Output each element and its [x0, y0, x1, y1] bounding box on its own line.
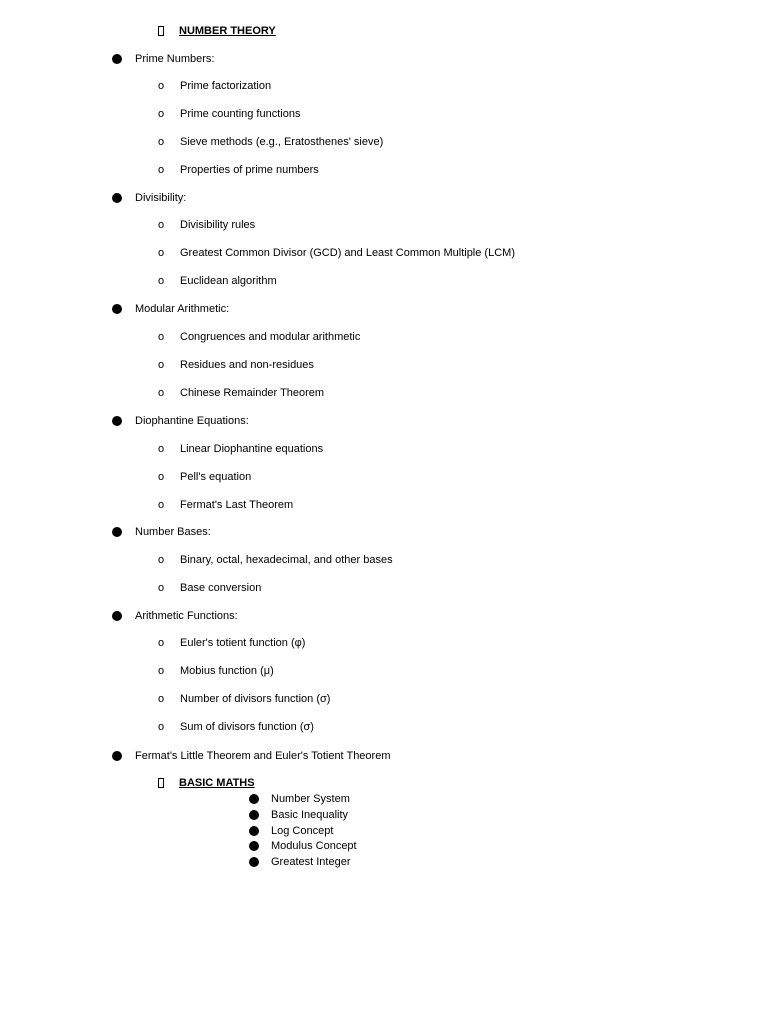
circle-bullet-icon: o	[158, 359, 165, 371]
topic-item	[112, 748, 391, 764]
basic-maths-item	[249, 792, 350, 806]
subtopic-label: Mobius function (μ)	[180, 665, 274, 677]
basic-maths-item	[249, 839, 357, 853]
subtopic-label: Divisibility rules	[180, 219, 256, 231]
box-bullet-icon	[158, 778, 164, 788]
subtopic-label: Binary, octal, hexadecimal, and other bases	[180, 554, 393, 566]
subtopic-item	[158, 385, 324, 401]
subtopic-label: Sieve methods (e.g., Eratosthenes' sieve)	[180, 136, 384, 148]
basic-maths-label: Modulus Concept	[271, 840, 357, 852]
subtopic-item	[158, 580, 261, 596]
subtopic-item	[158, 357, 314, 373]
subtopic-item	[158, 497, 293, 513]
subtopic-item	[158, 469, 251, 485]
subtopic-label: Base conversion	[180, 582, 262, 594]
circle-bullet-icon: o	[158, 108, 165, 120]
bullet-dot-icon	[249, 857, 259, 867]
bullet-dot-icon	[112, 611, 122, 621]
circle-bullet-icon: o	[158, 471, 165, 483]
circle-bullet-icon: o	[158, 387, 165, 399]
subtopic-label: Residues and non-residues	[180, 359, 314, 371]
subtopic-item	[158, 162, 319, 178]
subtopic-label: Euclidean algorithm	[180, 275, 277, 287]
circle-bullet-icon: o	[158, 665, 165, 677]
topic-label: Arithmetic Functions:	[135, 610, 238, 622]
bullet-dot-icon	[249, 810, 259, 820]
subtopic-label: Fermat's Last Theorem	[180, 499, 294, 511]
subtopic-item	[158, 78, 271, 94]
section-heading-basic-maths	[158, 775, 255, 791]
circle-bullet-icon: o	[158, 499, 165, 511]
topic-label: Prime Numbers:	[135, 53, 215, 65]
topic-item	[112, 524, 211, 540]
subtopic-item	[158, 245, 515, 261]
topic-item	[112, 608, 238, 624]
subtopic-label: Linear Diophantine equations	[180, 443, 324, 455]
circle-bullet-icon: o	[158, 275, 165, 287]
circle-bullet-icon: o	[158, 582, 165, 594]
circle-bullet-icon: o	[158, 164, 165, 176]
topic-item	[112, 413, 249, 429]
box-bullet-icon	[158, 26, 164, 36]
section-title: NUMBER THEORY	[179, 25, 276, 37]
subtopic-item	[158, 134, 383, 150]
bullet-dot-icon	[249, 826, 259, 836]
topic-label: Number Bases:	[135, 526, 211, 538]
basic-maths-label: Log Concept	[271, 825, 334, 837]
circle-bullet-icon: o	[158, 637, 165, 649]
topic-item	[112, 51, 214, 67]
subtopic-label: Prime counting functions	[180, 108, 301, 120]
circle-bullet-icon: o	[158, 331, 165, 343]
circle-bullet-icon: o	[158, 693, 165, 705]
subtopic-item	[158, 217, 255, 233]
section-title: BASIC MATHS	[179, 777, 255, 789]
basic-maths-label: Greatest Integer	[271, 856, 351, 868]
basic-maths-item	[249, 824, 333, 838]
topic-item	[112, 190, 186, 206]
subtopic-label: Pell's equation	[180, 471, 252, 483]
circle-bullet-icon: o	[158, 554, 165, 566]
bullet-dot-icon	[112, 304, 122, 314]
bullet-dot-icon	[249, 841, 259, 851]
topic-label: Divisibility:	[135, 192, 187, 204]
circle-bullet-icon: o	[158, 219, 165, 231]
topic-label: Diophantine Equations:	[135, 415, 249, 427]
subtopic-label: Chinese Remainder Theorem	[180, 387, 325, 399]
topic-label: Fermat's Little Theorem and Euler's Totient Theorem	[135, 750, 391, 762]
circle-bullet-icon: o	[158, 80, 165, 92]
circle-bullet-icon: o	[158, 247, 165, 259]
subtopic-label: Euler's totient function (φ)	[180, 637, 306, 649]
basic-maths-item	[249, 808, 348, 822]
basic-maths-item	[249, 855, 351, 869]
bullet-dot-icon	[112, 416, 122, 426]
circle-bullet-icon: o	[158, 443, 165, 455]
subtopic-item	[158, 329, 360, 345]
bullet-dot-icon	[112, 54, 122, 64]
subtopic-item	[158, 273, 277, 289]
bullet-dot-icon	[249, 794, 259, 804]
subtopic-item	[158, 552, 393, 568]
basic-maths-label: Basic Inequality	[271, 809, 349, 821]
subtopic-item	[158, 719, 314, 735]
subtopic-item	[158, 635, 305, 651]
topic-item	[112, 301, 229, 317]
subtopic-label: Prime factorization	[180, 80, 272, 92]
subtopic-label: Properties of prime numbers	[180, 164, 319, 176]
bullet-dot-icon	[112, 751, 122, 761]
basic-maths-label: Number System	[271, 793, 350, 805]
circle-bullet-icon: o	[158, 136, 165, 148]
subtopic-label: Sum of divisors function (σ)	[180, 721, 314, 733]
section-heading-number-theory	[158, 23, 276, 39]
subtopic-item	[158, 663, 274, 679]
subtopic-item	[158, 691, 330, 707]
subtopic-label: Greatest Common Divisor (GCD) and Least Common Multiple (LCM)	[180, 247, 515, 259]
subtopic-label: Number of divisors function (σ)	[180, 693, 331, 705]
circle-bullet-icon: o	[158, 721, 165, 733]
topic-label: Modular Arithmetic:	[135, 303, 230, 315]
bullet-dot-icon	[112, 527, 122, 537]
subtopic-item	[158, 441, 323, 457]
subtopic-item	[158, 106, 300, 122]
bullet-dot-icon	[112, 193, 122, 203]
subtopic-label: Congruences and modular arithmetic	[180, 331, 361, 343]
